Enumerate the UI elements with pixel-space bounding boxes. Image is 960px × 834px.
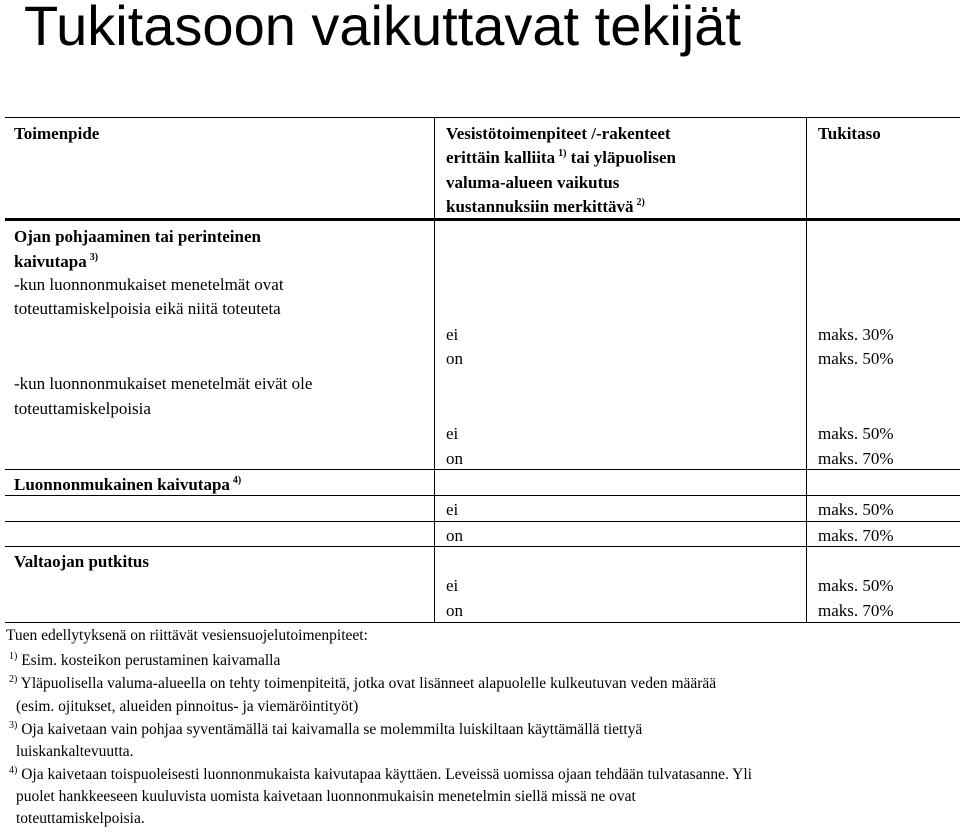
- note-1-text: Esim. kosteikon perustaminen kaivamalla: [21, 652, 281, 669]
- row1-level-1: maks. 30%: [818, 325, 894, 344]
- row3-level-2: maks. 70%: [818, 601, 894, 620]
- row3-cond-1: ei: [446, 576, 459, 595]
- note-4-line3: toteuttamiskelpoisia.: [16, 810, 145, 827]
- row-divider-3: [5, 521, 960, 522]
- row1-cond-2: on: [446, 349, 463, 368]
- row1-level-4: maks. 70%: [818, 449, 894, 468]
- row1-title-line2: [14, 251, 98, 272]
- note-3-line1: [6, 719, 642, 742]
- note-3-line2: luiskankaltevuutta.: [16, 743, 134, 760]
- row1-sub2-line2: toteuttamiskelpoisia: [14, 399, 151, 418]
- row2-level-2: maks. 70%: [818, 526, 894, 545]
- slide-title: Tukitasoon vaikuttavat tekijät: [24, 0, 741, 57]
- header-vesisto-line1: Vesistötoimenpiteet /-rakenteet: [446, 124, 671, 143]
- header-tukitaso: Tukitaso: [818, 124, 881, 143]
- footnote-marker-1: 1): [558, 148, 567, 159]
- row1-sub1-line2: toteuttamiskelpoisia eikä niitä toteuteta: [14, 299, 281, 318]
- header-vesisto-text2a: erittäin kalliita: [446, 148, 556, 167]
- header-vesisto-text2b: tai yläpuolisen: [570, 148, 677, 167]
- row1-title-text2: kaivutapa: [14, 252, 87, 271]
- row3-title: Valtaojan putkitus: [14, 552, 149, 571]
- note-4-marker: 4): [9, 765, 18, 776]
- notes-intro: Tuen edellytyksenä on riittävät vesiensuojelutoimenpiteet:: [6, 627, 368, 644]
- row1-sub2-line1: -kun luonnonmukaiset menetelmät eivät ole: [14, 374, 313, 393]
- header-bottom-border: [5, 218, 960, 221]
- row1-level-3: maks. 50%: [818, 424, 894, 443]
- row3-level-1: maks. 50%: [818, 576, 894, 595]
- note-2-text1: Yläpuolisella valuma-alueella on tehty toimenpiteitä, jotka ovat lisänneet alapuolelle kulkeutuvan veden määrää: [20, 675, 717, 692]
- column-divider-1: [434, 117, 435, 623]
- row2-cond-1: ei: [446, 500, 459, 519]
- note-4-line2: puolet hankkeeseen kuuluvista uomista kaivetaan luonnonmukaisin menetelmin siellä missä ne ovat: [16, 788, 636, 805]
- row1-cond-1: ei: [446, 325, 459, 344]
- row1-title-line1: Ojan pohjaaminen tai perinteinen: [14, 227, 261, 246]
- note-2-line2: (esim. ojitukset, alueiden pinnoitus- ja viemäröintityöt): [16, 698, 359, 715]
- note-4-text1: Oja kaivetaan toispuoleisesti luonnonmukaista kaivutapaa käyttäen. Leveissä uomissa ojaan tehdään tulvatasanne. Yli: [21, 766, 752, 783]
- row1-cond-4: on: [446, 449, 463, 468]
- header-vesisto-text4: kustannuksiin merkittävä: [446, 197, 634, 216]
- footnote-marker-4: 4): [232, 475, 242, 486]
- header-vesisto-line3: valuma-alueen vaikutus: [446, 173, 620, 192]
- row2-title-text: Luonnonmukainen kaivutapa: [14, 475, 230, 494]
- row-divider-4: [5, 546, 960, 547]
- row2-title: [14, 474, 241, 495]
- column-divider-2: [806, 117, 807, 623]
- row3-cond-2: on: [446, 601, 463, 620]
- note-3-marker: 3): [9, 720, 18, 731]
- row1-cond-3: ei: [446, 424, 459, 443]
- note-1: [6, 650, 280, 673]
- note-2-marker: 2): [9, 674, 18, 685]
- row-divider-2: [5, 495, 960, 496]
- table-top-border: [5, 117, 960, 118]
- row2-cond-2: on: [446, 526, 463, 545]
- row1-sub1-line1: -kun luonnonmukaiset menetelmät ovat: [14, 275, 284, 294]
- header-toimenpide: Toimenpide: [14, 124, 100, 143]
- note-2-line1: [6, 673, 716, 696]
- row-divider-1: [5, 469, 960, 470]
- footnote-marker-2: 2): [636, 197, 645, 208]
- table-bottom-border: [5, 622, 960, 623]
- row2-level-1: maks. 50%: [818, 500, 894, 519]
- note-1-marker: 1): [9, 651, 18, 662]
- footnote-marker-3: 3): [89, 252, 99, 263]
- header-vesisto-line2: [446, 147, 676, 168]
- header-vesisto-line4: [446, 196, 645, 217]
- row1-level-2: maks. 50%: [818, 349, 894, 368]
- note-3-text1: Oja kaivetaan vain pohjaa syventämällä tai kaivamalla se molemmilta luiskiltaan käyttämällä tiettyä: [21, 721, 643, 738]
- note-4-line1: [6, 764, 752, 787]
